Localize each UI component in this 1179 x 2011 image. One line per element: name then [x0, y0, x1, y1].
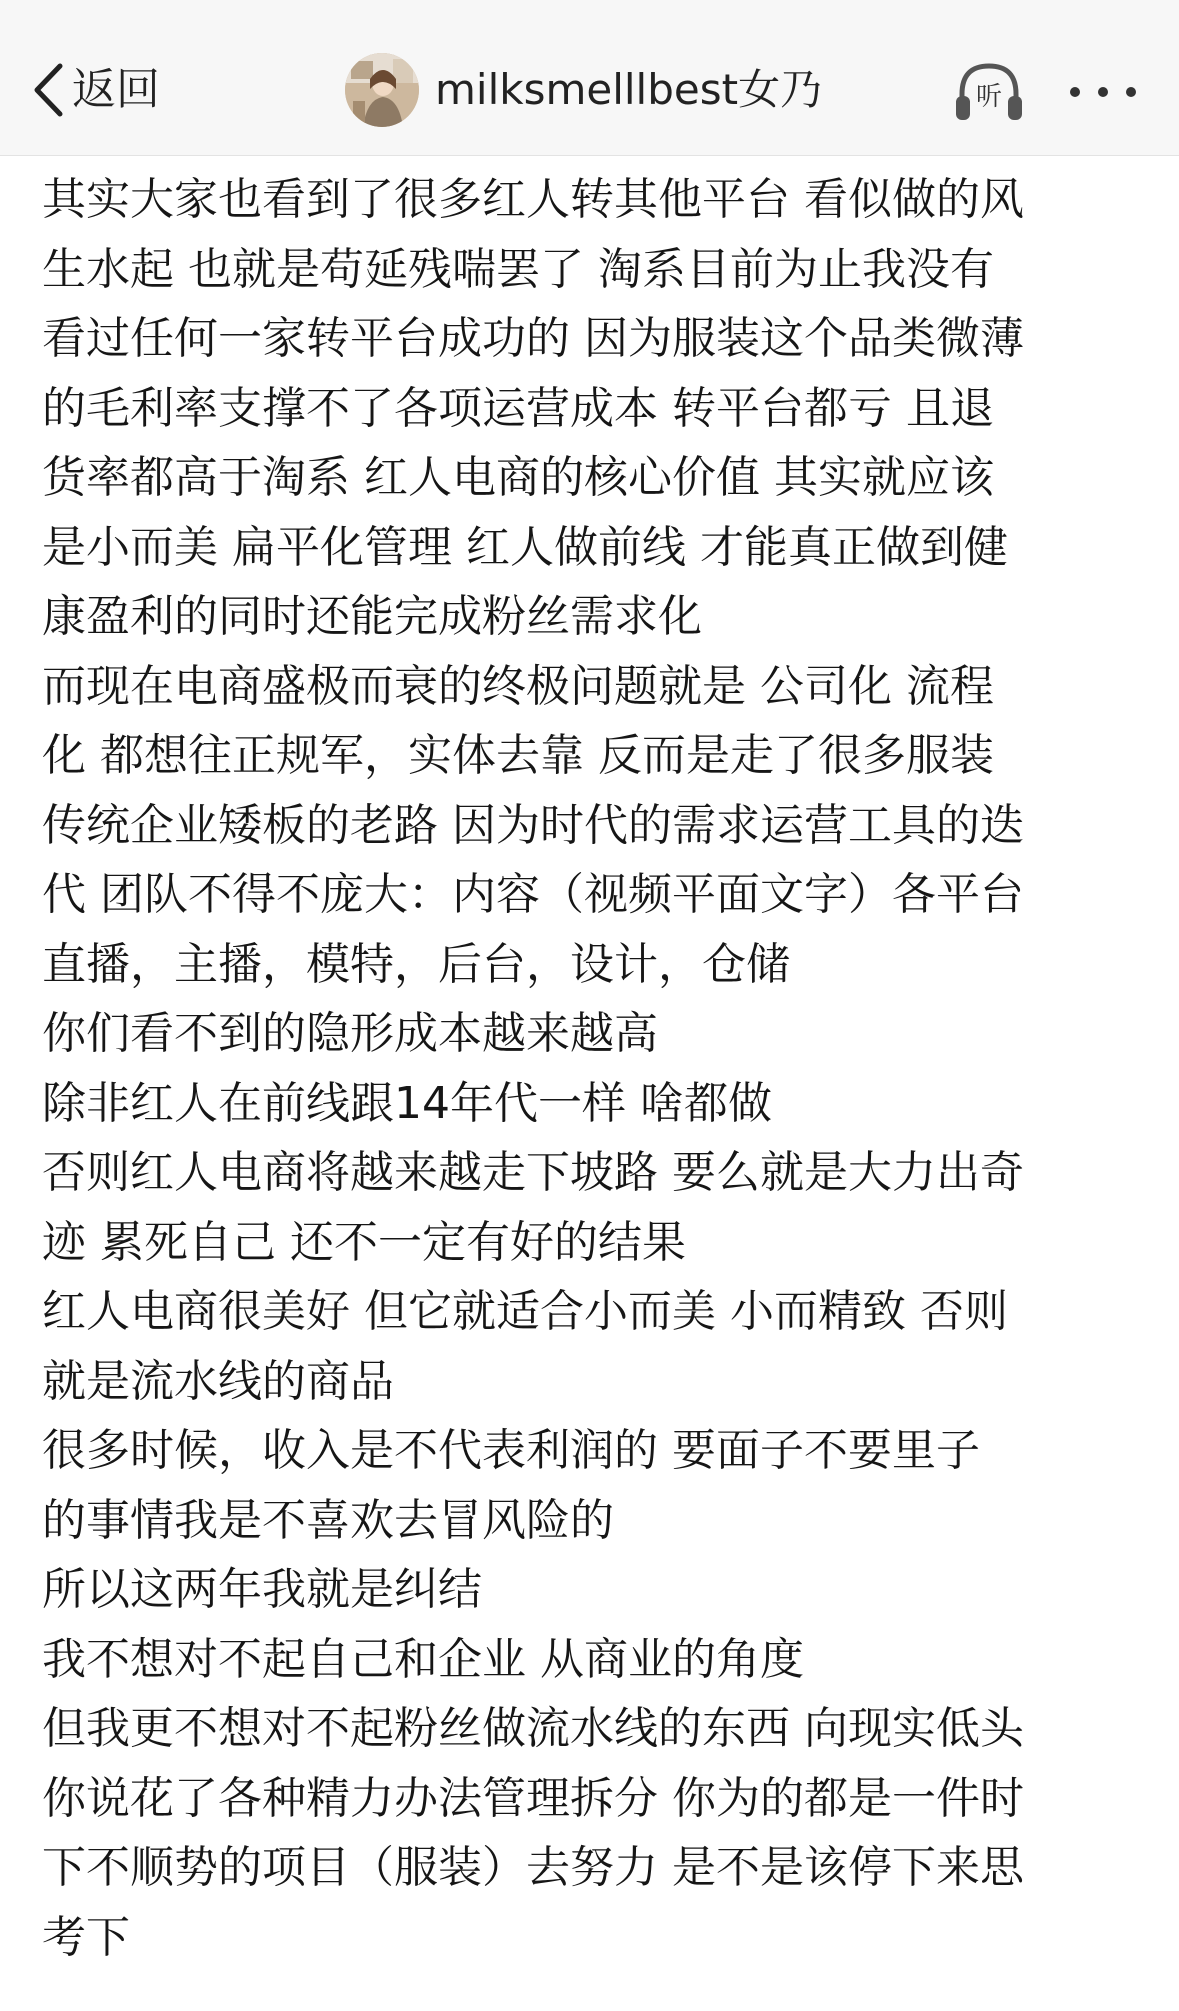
top-nav-bar [0, 0, 1179, 156]
post-line: 其实大家也看到了很多红人转其他平台 看似做的风 [42, 174, 1024, 225]
listen-label: 听 [975, 81, 1002, 112]
post-line: 下不顺势的项目（服装）去努力 是不是该停下来思 [42, 1842, 1024, 1893]
post-line: 但我更不想对不起粉丝做流水线的东西 向现实低头 [42, 1703, 1024, 1754]
post-line: 康盈利的同时还能完成粉丝需求化 [42, 591, 702, 642]
post-line: 我不想对不起自己和企业 从商业的角度 [42, 1633, 804, 1685]
post-line: 就是流水线的商品 [42, 1355, 394, 1407]
post-line: 直播，主播，模特，后台，设计，仓储 [42, 938, 790, 990]
post-line: 很多时候，收入是不代表利润的 要面子不要里子 [42, 1425, 980, 1476]
post-line: 看过任何一家转平台成功的 因为服装这个品类微薄 [42, 313, 1024, 364]
post-line: 你们看不到的隐形成本越来越高 [42, 1008, 658, 1059]
post-line: 代 团队不得不庞大：内容（视频平面文字）各平台 [42, 869, 1024, 920]
post-line: 货率都高于淘系 红人电商的核心价值 其实就应该 [42, 452, 994, 503]
post-line: 红人电商很美好 但它就适合小而美 小而精致 否则 [42, 1286, 1008, 1337]
post-line: 化 都想往正规军，实体去靠 反而是走了很多服装 [42, 730, 994, 781]
post-line: 你说花了各种精力办法管理拆分 你为的都是一件时 [42, 1772, 1024, 1824]
post-line: 除非红人在前线跟14年代一样 啥都做 [42, 1077, 772, 1129]
more-button[interactable] [1066, 72, 1140, 112]
post-line: 生水起 也就是苟延残喘罢了 淘系目前为止我没有 [42, 243, 994, 295]
listen-button[interactable] [952, 58, 1026, 124]
back-button[interactable] [32, 56, 160, 124]
post-line: 考下 [42, 1911, 130, 1963]
post-line: 迹 累死自己 还不一定有好的结果 [42, 1216, 686, 1268]
post-line: 的毛利率支撑不了各项运营成本 转平台都亏 且退 [42, 382, 994, 434]
profile-title[interactable] [345, 53, 822, 127]
post-line: 所以这两年我就是纠结 [42, 1564, 482, 1615]
post-line: 而现在电商盛极而衰的终极问题就是 公司化 流程 [42, 660, 994, 712]
avatar[interactable] [345, 53, 419, 127]
chevron-left-icon [32, 62, 64, 118]
post-line: 否则红人电商将越来越走下坡路 要么就是大力出奇 [42, 1147, 1024, 1198]
back-label: 返回 [72, 64, 160, 115]
more-dots-icon [1066, 97, 1140, 116]
post-line: 传统企业矮板的老路 因为时代的需求运营工具的迭 [42, 799, 1024, 851]
post-line: 的事情我是不喜欢去冒风险的 [42, 1494, 614, 1546]
username[interactable]: milksmelllbest女乃 [435, 65, 823, 114]
post-body [42, 165, 1152, 1972]
post-line: 是小而美 扁平化管理 红人做前线 才能真正做到健 [42, 521, 1008, 573]
